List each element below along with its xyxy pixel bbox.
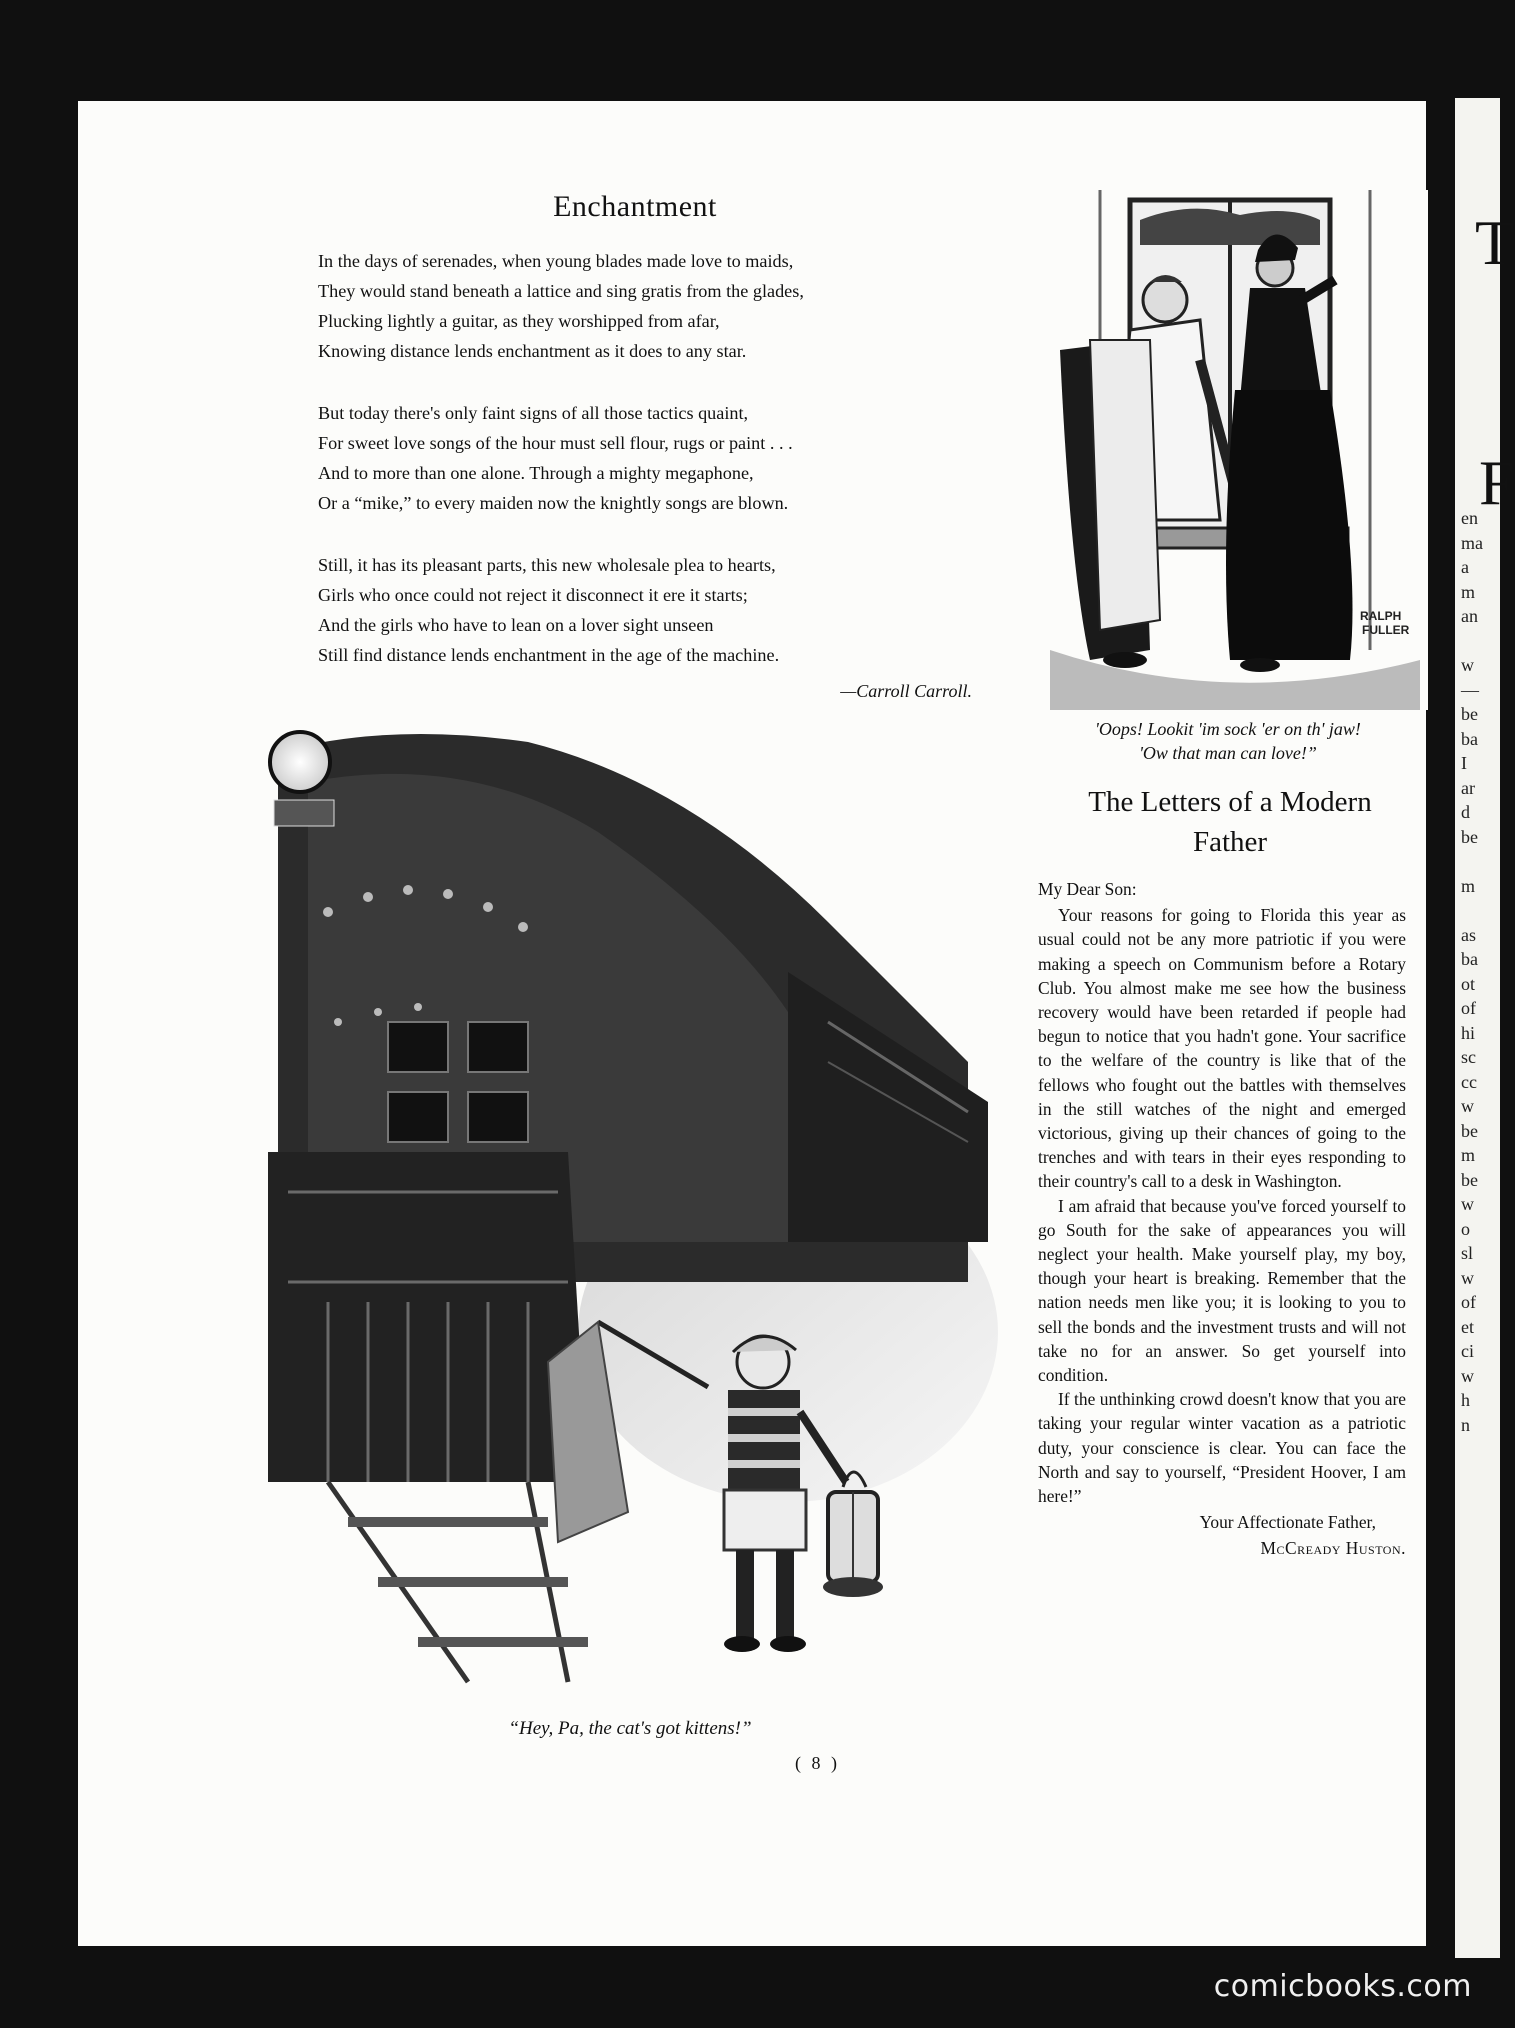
poem-line: Still find distance lends enchantment in the age of the machine. xyxy=(318,645,780,665)
next-page-fragment: — xyxy=(1461,679,1479,700)
letter-signature: McCready Huston. xyxy=(1260,1538,1406,1559)
next-page-fragment: sl xyxy=(1461,1243,1474,1263)
next-page-fragment: be xyxy=(1461,1169,1478,1190)
train-illustration xyxy=(268,722,1008,1702)
poem-line: They would stand beneath a lattice and sing gratis from the glades, xyxy=(318,281,804,301)
next-page-fragment: w xyxy=(1461,1096,1474,1116)
next-page-fragment: n xyxy=(1461,1414,1470,1435)
headlight xyxy=(270,732,330,792)
next-page-fragment: sc xyxy=(1461,1047,1476,1067)
letter-paragraph: If the unthinking crowd doesn't know that you are taking your regular winter vacation as a patriotic duty, your conscience is clear. You can face the North and say to yourself, “President Hoover, I am here!” xyxy=(1038,1389,1406,1507)
next-page-fragment: be xyxy=(1461,826,1478,847)
poem-line: Plucking lightly a guitar, as they worshipped from afar, xyxy=(318,311,720,331)
next-page-fragment: be xyxy=(1461,1120,1478,1141)
next-page-fragment: w xyxy=(1461,1194,1474,1214)
next-page-fragment: be xyxy=(1461,704,1478,724)
next-page-fragment: of xyxy=(1461,998,1476,1018)
poem-author: —Carroll Carroll. xyxy=(840,681,972,701)
poem-body xyxy=(318,246,978,702)
next-page-fragment: as xyxy=(1461,924,1476,945)
poem-line: But today there's only faint signs of all those tactics quaint, xyxy=(318,403,749,423)
next-page-fragment: ba xyxy=(1461,728,1478,749)
letter-closing: Your Affectionate Father, xyxy=(1199,1512,1376,1533)
next-page-fragment: w xyxy=(1461,1365,1474,1386)
next-page-fragment: m xyxy=(1461,581,1476,602)
next-page-fragment: an xyxy=(1461,606,1478,626)
artist-signature: RALPH xyxy=(1360,609,1402,623)
poem-stanza xyxy=(318,246,978,366)
next-page-fragment: o xyxy=(1461,1218,1470,1239)
artist-signature: FULLER xyxy=(1362,623,1410,637)
train-cartoon-caption: “Hey, Pa, the cat's got kittens!” xyxy=(508,1718,752,1739)
site-watermark: comicbooks.com xyxy=(1213,1969,1472,2004)
next-page-fragment: w xyxy=(1461,655,1474,675)
poem-stanza xyxy=(318,550,978,670)
letter-paragraph: I am afraid that because you've forced yourself to go South for the sake of appearances you will neglect your health. Make yourself play, my boy, though your heart is breaking. Remember that the nation needs men like you; it is looking to you to sell the bonds and the investment trusts and will not take no for an answer. So get yourself into condition. xyxy=(1038,1195,1406,1386)
page-number: ( 8 ) xyxy=(795,1753,840,1773)
next-page-fragment: a xyxy=(1461,557,1469,577)
next-page-fragment: h xyxy=(1461,1390,1470,1410)
letter-salutation: My Dear Son: xyxy=(1038,879,1137,899)
caption-line: 'Oops! Lookit 'im sock 'er on th' jaw! xyxy=(1095,719,1361,739)
next-page-fragment: ma xyxy=(1461,532,1483,553)
poem-line: In the days of serenades, when young blades made love to maids, xyxy=(318,251,794,271)
next-page-fragment: ot xyxy=(1461,973,1476,994)
letter-body xyxy=(1038,877,1406,1561)
next-page-initial-t: T xyxy=(1475,207,1515,278)
next-page-fragment: hi xyxy=(1461,1022,1476,1043)
letter-paragraph: Your reasons for going to Florida this year as usual could not be any more patriotic if you were making a speech on Communism before a Rotary Club. You almost make me see how the business recovery would have been retarded if people had begun to notice that you hadn't gone. Your sacrifice to the welfare of the country is like that of the fellows who fought out the battles with themselves in the still watches of the night and emerged victorious, giving up their chances of going to the trenches and with tears in their eyes responding to their country's call to a desk in Washington. xyxy=(1038,905,1406,1192)
article-title-line: Father xyxy=(1192,826,1268,858)
next-page-fragment: ba xyxy=(1461,949,1478,969)
next-page-fragment: en xyxy=(1461,508,1478,528)
next-page-fragment: m xyxy=(1461,875,1476,896)
next-page-fragment: et xyxy=(1461,1316,1474,1337)
poem-line: For sweet love songs of the hour must sell flour, rugs or paint . . . xyxy=(318,433,793,453)
poem-line: Or a “mike,” to every maiden now the knightly songs are blown. xyxy=(318,493,789,513)
next-page-fragment: m xyxy=(1461,1145,1476,1165)
locomotive-front xyxy=(268,1152,588,1482)
article-title-line: The Letters of a Modern xyxy=(1088,786,1372,818)
caption-line: 'Ow that man can love!” xyxy=(1139,743,1317,763)
adjacent-page-edge xyxy=(1455,98,1515,1958)
next-page-fragment: ci xyxy=(1461,1341,1474,1361)
window-cartoon-caption xyxy=(1028,717,1428,765)
next-page-fragment: ar xyxy=(1461,777,1475,798)
poem-line: Knowing distance lends enchantment as it does to any star. xyxy=(318,341,747,361)
next-page-fragment: of xyxy=(1461,1292,1476,1312)
next-page-initial-f: F xyxy=(1479,447,1515,518)
poem-stanza xyxy=(318,398,978,518)
poem-title: Enchantment xyxy=(553,190,717,223)
poem-line: And the girls who have to lean on a lover sight unseen xyxy=(318,615,714,635)
poem-line: Girls who once could not reject it disconnect it ere it starts; xyxy=(318,585,748,605)
poem-line: And to more than one alone. Through a mighty megaphone, xyxy=(318,463,754,483)
next-page-fragment: cc xyxy=(1461,1071,1477,1092)
window-cartoon xyxy=(1030,190,1428,710)
poem-line: Still, it has its pleasant parts, this new wholesale plea to hearts, xyxy=(318,555,776,575)
next-page-fragment: I xyxy=(1461,753,1467,773)
next-page-fragment: w xyxy=(1461,1267,1474,1288)
article-title xyxy=(1040,782,1420,862)
next-page-fragment: d xyxy=(1461,802,1470,822)
